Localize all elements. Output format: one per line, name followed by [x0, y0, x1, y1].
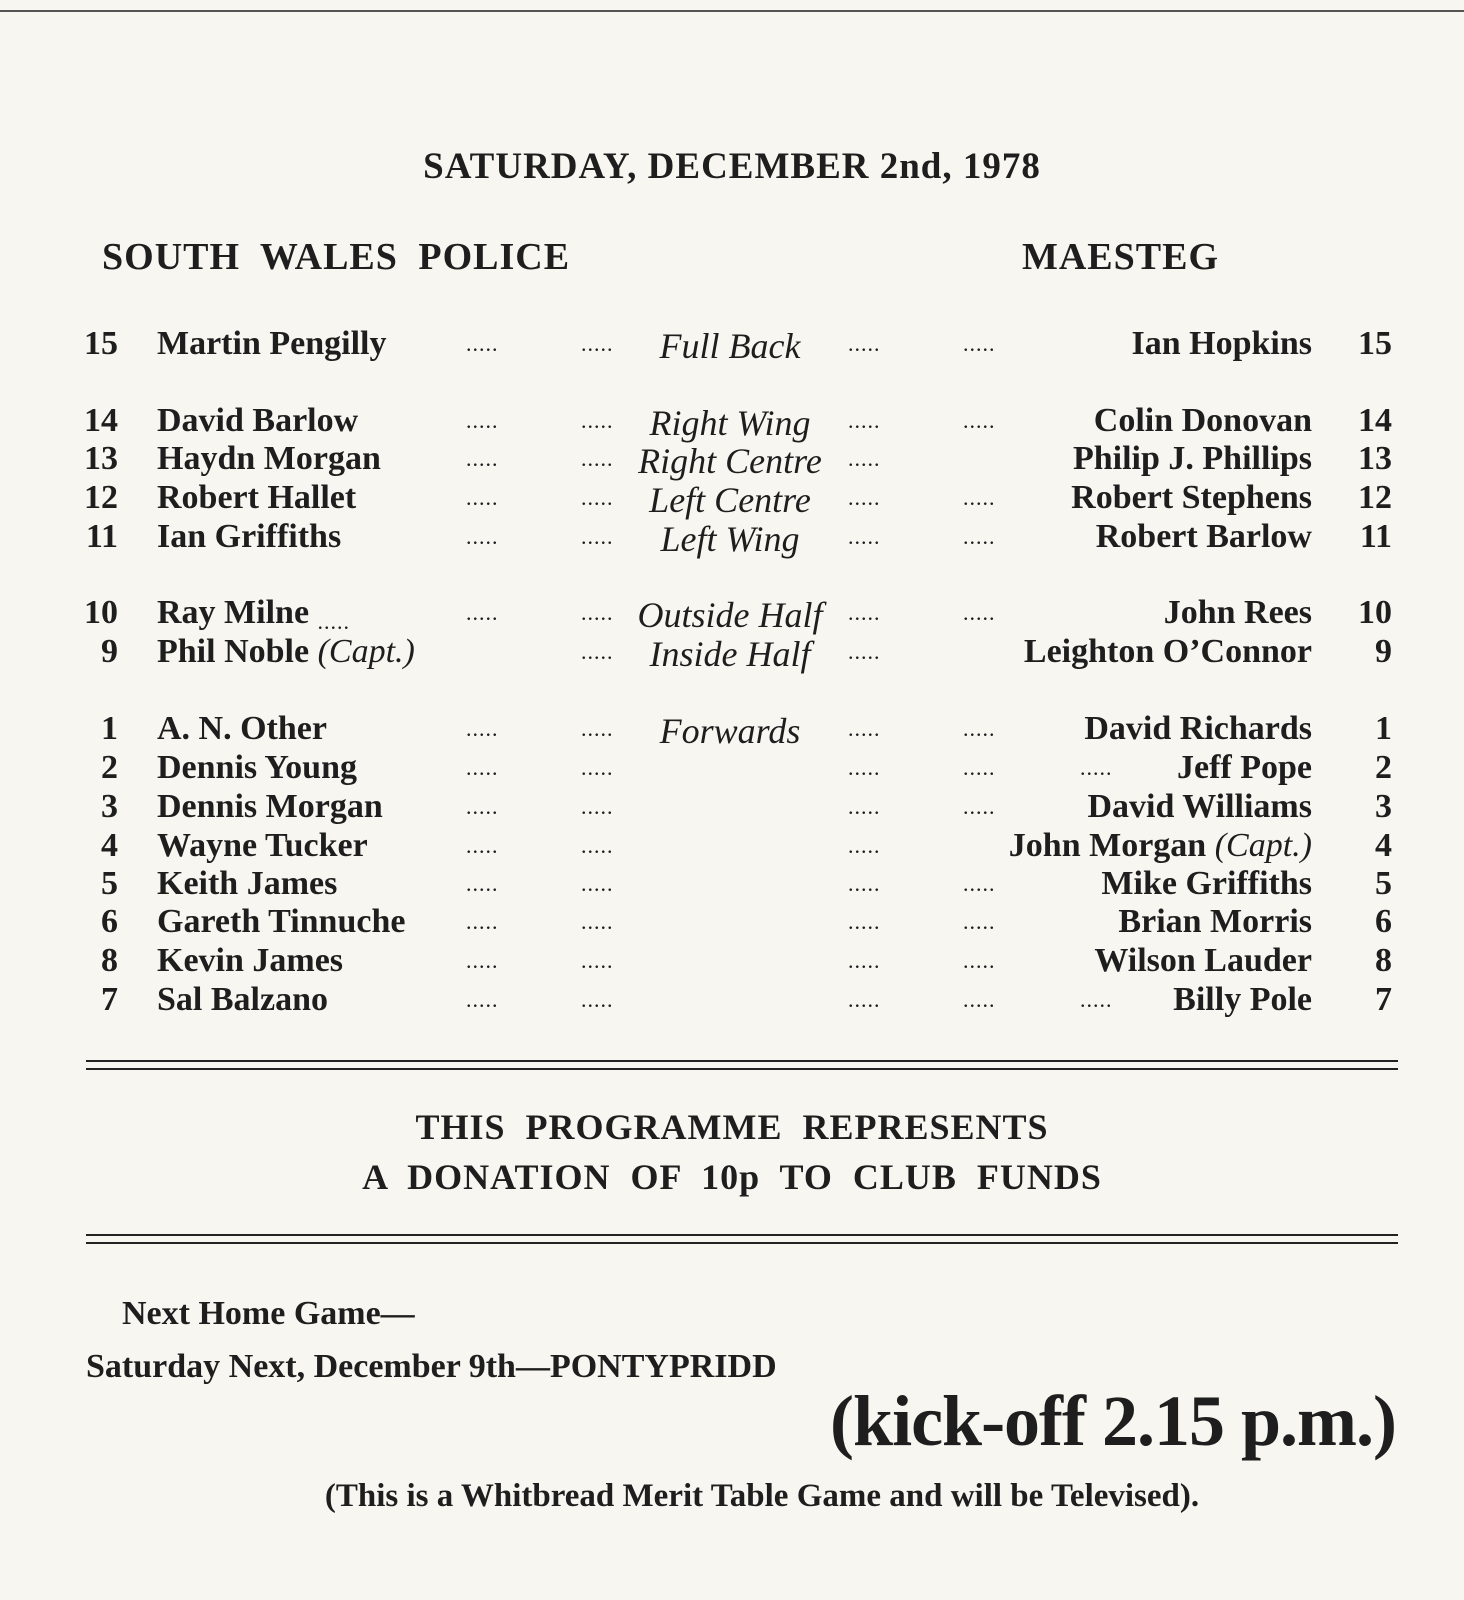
home-number: 10 — [84, 594, 118, 631]
lineup-row — [0, 710, 1464, 750]
home-player-name: Ray Milne — [157, 594, 310, 631]
leader-dots: ..... — [466, 408, 499, 433]
notice-line-2: A DONATION OF 10p TO CLUB FUNDS — [362, 1157, 1102, 1197]
home-player: Haydn Morgan — [157, 440, 381, 477]
captain-marker: (Capt.) — [1214, 827, 1312, 864]
leader-dots: ..... — [848, 446, 881, 471]
leader-dots: ..... — [581, 794, 614, 819]
away-number: 1 — [1375, 710, 1392, 747]
away-number: 6 — [1375, 903, 1392, 940]
position-label: Forwards — [659, 711, 801, 751]
leader-dots: ..... — [581, 871, 614, 896]
home-player: Gareth Tinnuche — [157, 903, 406, 940]
leader-dots: ..... — [466, 871, 499, 896]
lineup-row — [0, 749, 1464, 789]
leader-dots: ..... — [963, 408, 996, 433]
home-number: 4 — [101, 827, 118, 864]
leader-dots: ..... — [963, 987, 996, 1012]
leader-dots: ..... — [963, 755, 996, 780]
leader-dots: ..... — [581, 755, 614, 780]
away-number: 8 — [1375, 942, 1392, 979]
leader-dots: ..... — [466, 948, 499, 973]
leader-dots: ..... — [466, 331, 499, 356]
home-number: 5 — [101, 865, 118, 902]
leader-dots: ..... — [466, 833, 499, 858]
kickoff-time: (kick-off 2.15 p.m.) — [830, 1381, 1396, 1461]
leader-dots: ..... — [581, 987, 614, 1012]
lineup-row — [0, 479, 1464, 519]
leader-dots: ..... — [581, 639, 614, 664]
away-team-heading: MAESTEG — [1022, 236, 1220, 278]
leader-dots: ..... — [466, 755, 499, 780]
lineup-row — [0, 440, 1464, 480]
home-number: 15 — [84, 325, 118, 362]
lineup-row — [0, 788, 1464, 828]
away-player: Wilson Lauder — [1094, 942, 1312, 979]
leader-dots: ..... — [581, 909, 614, 934]
next-home-game-details: Saturday Next, December 9th—PONTYPRIDD — [86, 1348, 777, 1385]
leader-dots: ..... — [581, 331, 614, 356]
leader-dots: ..... — [1080, 987, 1113, 1012]
leader-dots: ..... — [466, 446, 499, 471]
lineup-row — [0, 903, 1464, 943]
position-label: Outside Half — [637, 595, 823, 635]
away-player: Brian Morris — [1118, 903, 1312, 940]
lineup-row — [0, 981, 1464, 1021]
position-label: Left Centre — [649, 480, 811, 520]
leader-dots: ..... — [963, 716, 996, 741]
televised-footnote: (This is a Whitbread Merit Table Game and will be Televised). — [324, 1478, 1200, 1514]
home-player: Dennis Morgan — [157, 788, 383, 825]
home-number: 8 — [101, 942, 118, 979]
away-number: 15 — [1358, 325, 1392, 362]
home-player — [157, 594, 350, 632]
home-player: Martin Pengilly — [157, 325, 387, 362]
leader-dots: ..... — [848, 794, 881, 819]
away-player: David Richards — [1084, 710, 1312, 747]
leader-dots: ..... — [963, 871, 996, 896]
home-player: David Barlow — [157, 402, 359, 439]
leader-dots: ..... — [466, 794, 499, 819]
double-rule — [86, 1060, 1398, 1070]
leader-dots: ..... — [581, 408, 614, 433]
leader-dots: ..... — [848, 331, 881, 356]
away-number: 13 — [1358, 440, 1392, 477]
away-player: David Williams — [1087, 788, 1312, 825]
away-player: Mike Griffiths — [1101, 865, 1312, 902]
lineup-row — [0, 942, 1464, 982]
home-number: 2 — [101, 749, 118, 786]
leader-dots: ..... — [848, 600, 881, 625]
leader-dots: ..... — [466, 909, 499, 934]
lineup-row — [0, 865, 1464, 905]
lineup-row — [0, 827, 1464, 867]
away-player: Robert Barlow — [1095, 518, 1312, 555]
away-number: 14 — [1358, 402, 1392, 439]
position-label: Inside Half — [649, 634, 811, 674]
leader-dots: ..... — [848, 987, 881, 1012]
home-number: 7 — [101, 981, 118, 1018]
home-player: Wayne Tucker — [157, 827, 368, 864]
home-player: A. N. Other — [157, 710, 327, 747]
leader-dots: ..... — [848, 716, 881, 741]
away-player: Billy Pole — [1173, 981, 1312, 1018]
home-number: 9 — [101, 633, 118, 670]
leader-dots: ..... — [848, 639, 881, 664]
away-number: 7 — [1375, 981, 1392, 1018]
leader-dots: ..... — [848, 833, 881, 858]
away-player-name: John Morgan — [1008, 827, 1207, 864]
home-player — [157, 633, 415, 671]
home-number: 3 — [101, 788, 118, 825]
leader-dots: ..... — [963, 909, 996, 934]
position-label: Left Wing — [660, 519, 800, 559]
leader-dots: ..... — [466, 524, 499, 549]
home-player: Keith James — [157, 865, 338, 902]
position-label: Right Wing — [649, 403, 811, 443]
home-number: 6 — [101, 903, 118, 940]
leader-dots: ..... — [848, 485, 881, 510]
leader-dots: ..... — [848, 871, 881, 896]
away-number: 5 — [1375, 865, 1392, 902]
away-number: 10 — [1358, 594, 1392, 631]
away-number: 4 — [1375, 827, 1392, 864]
leader-dots: ..... — [848, 948, 881, 973]
leader-dots: ..... — [963, 948, 996, 973]
leader-dots: ..... — [581, 446, 614, 471]
leader-dots: ..... — [963, 485, 996, 510]
top-rule — [0, 10, 1464, 12]
leader-dots: ..... — [848, 524, 881, 549]
notice-line-1: THIS PROGRAMME REPRESENTS — [415, 1107, 1049, 1147]
lineup-row — [0, 633, 1464, 673]
home-number: 1 — [101, 710, 118, 747]
position-label: Right Centre — [638, 441, 822, 481]
leader-dots: ..... — [581, 600, 614, 625]
away-player: Leighton O’Connor — [1023, 633, 1312, 670]
lineup-row — [0, 402, 1464, 442]
home-number: 14 — [84, 402, 118, 439]
leader-dots: ..... — [466, 485, 499, 510]
away-number: 11 — [1359, 518, 1392, 555]
home-player: Ian Griffiths — [157, 518, 342, 555]
away-number: 3 — [1375, 788, 1392, 825]
leader-dots: ..... — [581, 948, 614, 973]
away-player: Colin Donovan — [1093, 402, 1312, 439]
away-player: John Rees — [1163, 594, 1312, 631]
home-player: Kevin James — [157, 942, 344, 979]
leader-dots: ..... — [848, 755, 881, 780]
home-player-name: Phil Noble — [157, 633, 310, 670]
away-player: Ian Hopkins — [1131, 325, 1312, 362]
home-player: Dennis Young — [157, 749, 357, 786]
away-number: 2 — [1375, 749, 1392, 786]
home-number: 13 — [84, 440, 118, 477]
leader-dots: ..... — [963, 331, 996, 356]
lineup-row — [0, 594, 1464, 634]
leader-dots: ..... — [848, 408, 881, 433]
leader-dots: ..... — [581, 485, 614, 510]
home-player: Robert Hallet — [157, 479, 357, 516]
lineup-row — [0, 518, 1464, 558]
home-number: 11 — [85, 518, 118, 555]
away-number: 9 — [1375, 633, 1392, 670]
leader-dots: ..... — [963, 600, 996, 625]
leader-dots: ..... — [466, 987, 499, 1012]
lineup-row — [0, 325, 1464, 365]
match-date: SATURDAY, DECEMBER 2nd, 1978 — [423, 146, 1041, 187]
leader-dots: ..... — [581, 716, 614, 741]
leader-dots: ..... — [466, 716, 499, 741]
leader-dots: ..... — [1080, 755, 1113, 780]
leader-dots: ..... — [848, 909, 881, 934]
leader-dots: ..... — [466, 600, 499, 625]
double-rule — [86, 1234, 1398, 1244]
home-team-heading: SOUTH WALES POLICE — [102, 236, 571, 278]
position-label: Full Back — [659, 326, 801, 366]
away-player: Philip J. Phillips — [1072, 440, 1312, 477]
away-player: Jeff Pope — [1176, 749, 1312, 786]
leader-dots: ..... — [581, 524, 614, 549]
leader-dots: ..... — [963, 524, 996, 549]
leader-dots: ..... — [317, 609, 351, 634]
away-number: 12 — [1358, 479, 1392, 516]
away-player — [1009, 827, 1312, 865]
next-home-game-title: Next Home Game— — [122, 1295, 415, 1332]
leader-dots: ..... — [581, 833, 614, 858]
leader-dots: ..... — [963, 794, 996, 819]
away-player: Robert Stephens — [1071, 479, 1312, 516]
captain-marker: (Capt.) — [317, 633, 415, 670]
home-number: 12 — [84, 479, 118, 516]
home-player: Sal Balzano — [157, 981, 328, 1018]
